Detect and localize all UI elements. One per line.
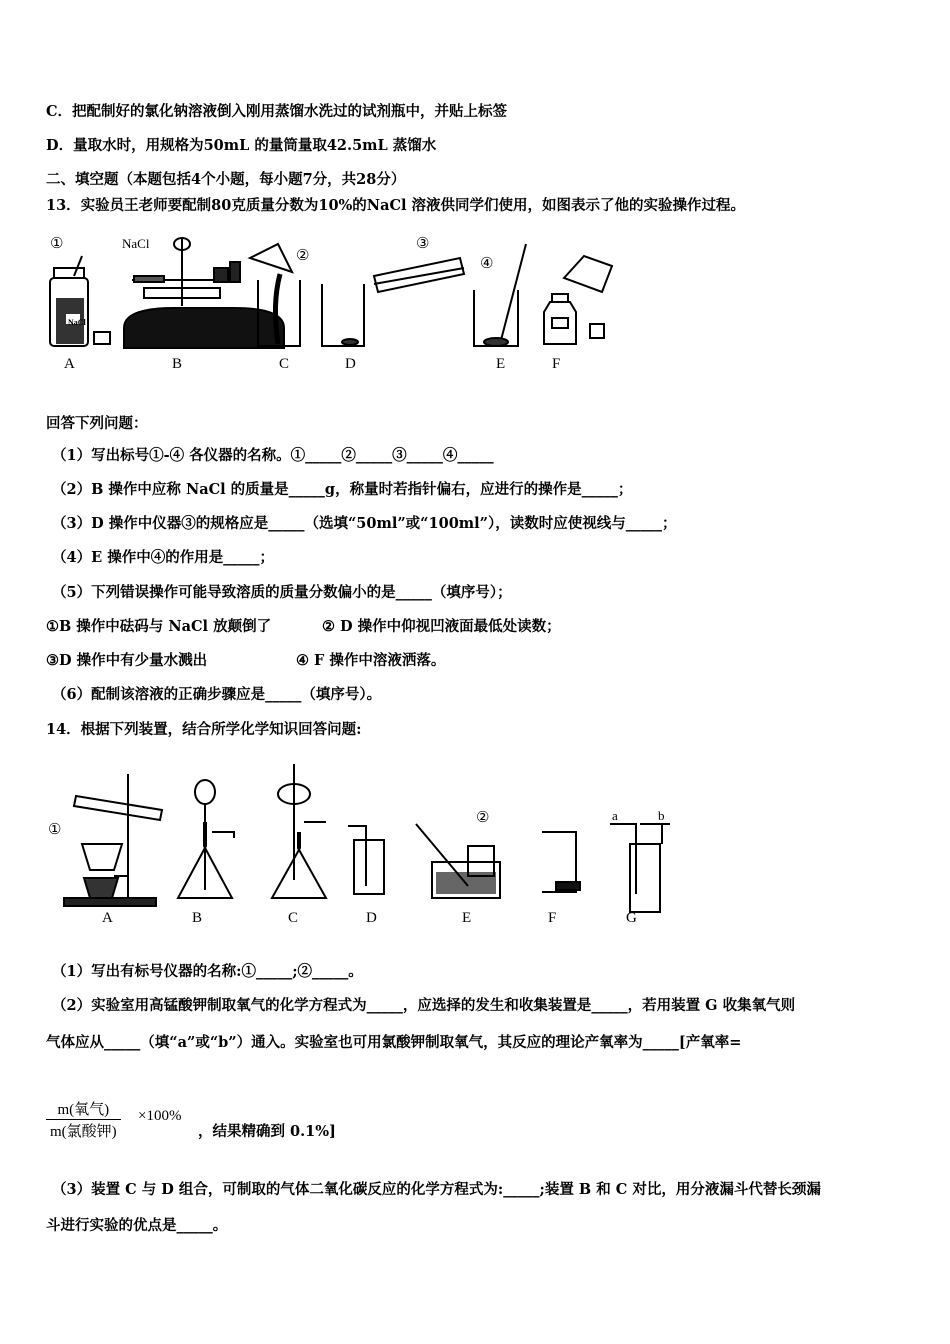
fraction-numerator: m(氧气) (46, 1098, 121, 1120)
mark-2: ② (296, 248, 310, 264)
q13-part-4: （4）E 操作中④的作用是_____； (52, 549, 274, 566)
q14-part-1: （1）写出有标号仪器的名称:①_____;②_____。 (52, 963, 363, 980)
fig1-label-b: B (172, 356, 183, 372)
q13-option-3: ③D 操作中有少量水溅出 (46, 652, 208, 669)
option-c: C．把配制好的氯化钠溶液倒入刚用蒸馏水洗过的试剂瓶中，并贴上标签 (46, 103, 508, 120)
fig2-label-a: A (102, 910, 113, 926)
mark-1: ① (48, 822, 62, 838)
answer-prompt: 回答下列问题： (46, 415, 148, 432)
fig1-label-e: E (496, 356, 506, 372)
q14-part-2-line-2: 气体应从_____（填“a”或“b”）通入。实验室也可用氯酸钾制取氧气，其反应的理论产氧率为_____[产氧率= (46, 1034, 742, 1051)
q13-part-1: （1）写出标号①-④ 各仪器的名称。①_____②_____③_____④_____ (52, 447, 494, 464)
fraction-denominator: m(氯酸钾) (50, 1124, 117, 1140)
fig2-label-c: C (288, 910, 299, 926)
fig2-label-f: F (548, 910, 557, 926)
fraction-multiplier: ×100% (138, 1108, 182, 1124)
mark-3: ③ (416, 236, 430, 252)
question-14: 14．根据下列装置，结合所学化学知识回答问题: (46, 721, 362, 738)
mark-2: ② (476, 810, 490, 826)
fig2-label-e: E (462, 910, 472, 926)
fig1-label-a: A (64, 356, 75, 372)
q13-option-4: ④ F 操作中溶液洒落。 (296, 652, 446, 669)
figure-14-apparatus (44, 760, 684, 936)
nacl-label: NaCl (122, 236, 150, 251)
fig1-label-c: C (279, 356, 290, 372)
figure-14-drawing (44, 760, 684, 936)
fig2-label-b: B (192, 910, 203, 926)
mark-4: ④ (480, 256, 494, 272)
option-d: D．量取水时，用规格为50mL 的量筒量取42.5mL 蒸馏水 (46, 137, 437, 154)
mark-1: ① (50, 236, 64, 252)
question-13: 13．实验员王老师要配制80克质量分数为10%的NaCl 溶液供同学们使用，如图表示了他的实验操作过程。 (46, 197, 746, 214)
fig1-label-d: D (345, 356, 356, 372)
q13-part-3: （3）D 操作中仪器③的规格应是_____（选填“50ml”或“100ml”），读数时应使视线与_____； (52, 515, 677, 532)
fig2-label-g: G (626, 910, 637, 926)
figure-13-apparatus (44, 228, 624, 378)
q14-part-2-line-1: （2）实验室用高锰酸钾制取氧气的化学方程式为_____，应选择的发生和收集装置是_____，若用装置 G 收集氧气则 (52, 997, 796, 1014)
fraction-tail: ，结果精确到 0.1%] (198, 1123, 336, 1140)
port-b: b (658, 808, 665, 823)
fig2-label-d: D (366, 910, 377, 926)
nacl-jar-label: NaCl (68, 318, 86, 327)
port-a: a (612, 808, 618, 823)
q13-part-2: （2）B 操作中应称 NaCl 的质量是_____g，称量时若指针偏右，应进行的操作是_____； (52, 481, 633, 498)
q13-option-2: ② D 操作中仰视凹液面最低处读数； (322, 618, 561, 635)
q13-option-1: ①B 操作中砝码与 NaCl 放颠倒了 (46, 618, 272, 635)
section-heading: 二、填空题（本题包括4个小题，每小题7分，共28分） (46, 171, 406, 188)
q13-part-6: （6）配制该溶液的正确步骤应是_____（填序号）。 (52, 686, 382, 703)
q14-part-3-line-2: 斗进行实验的优点是_____。 (46, 1217, 228, 1234)
fig1-label-f: F (552, 356, 561, 372)
q14-part-3-line-1: （3）装置 C 与 D 组合，可制取的气体二氧化碳反应的化学方程式为:_____;装置 B 和 C 对比，用分液漏斗代替长颈漏 (52, 1181, 821, 1198)
yield-fraction (46, 1098, 121, 1141)
q13-part-5: （5）下列错误操作可能导致溶质的质量分数偏小的是_____（填序号）； (52, 584, 512, 601)
